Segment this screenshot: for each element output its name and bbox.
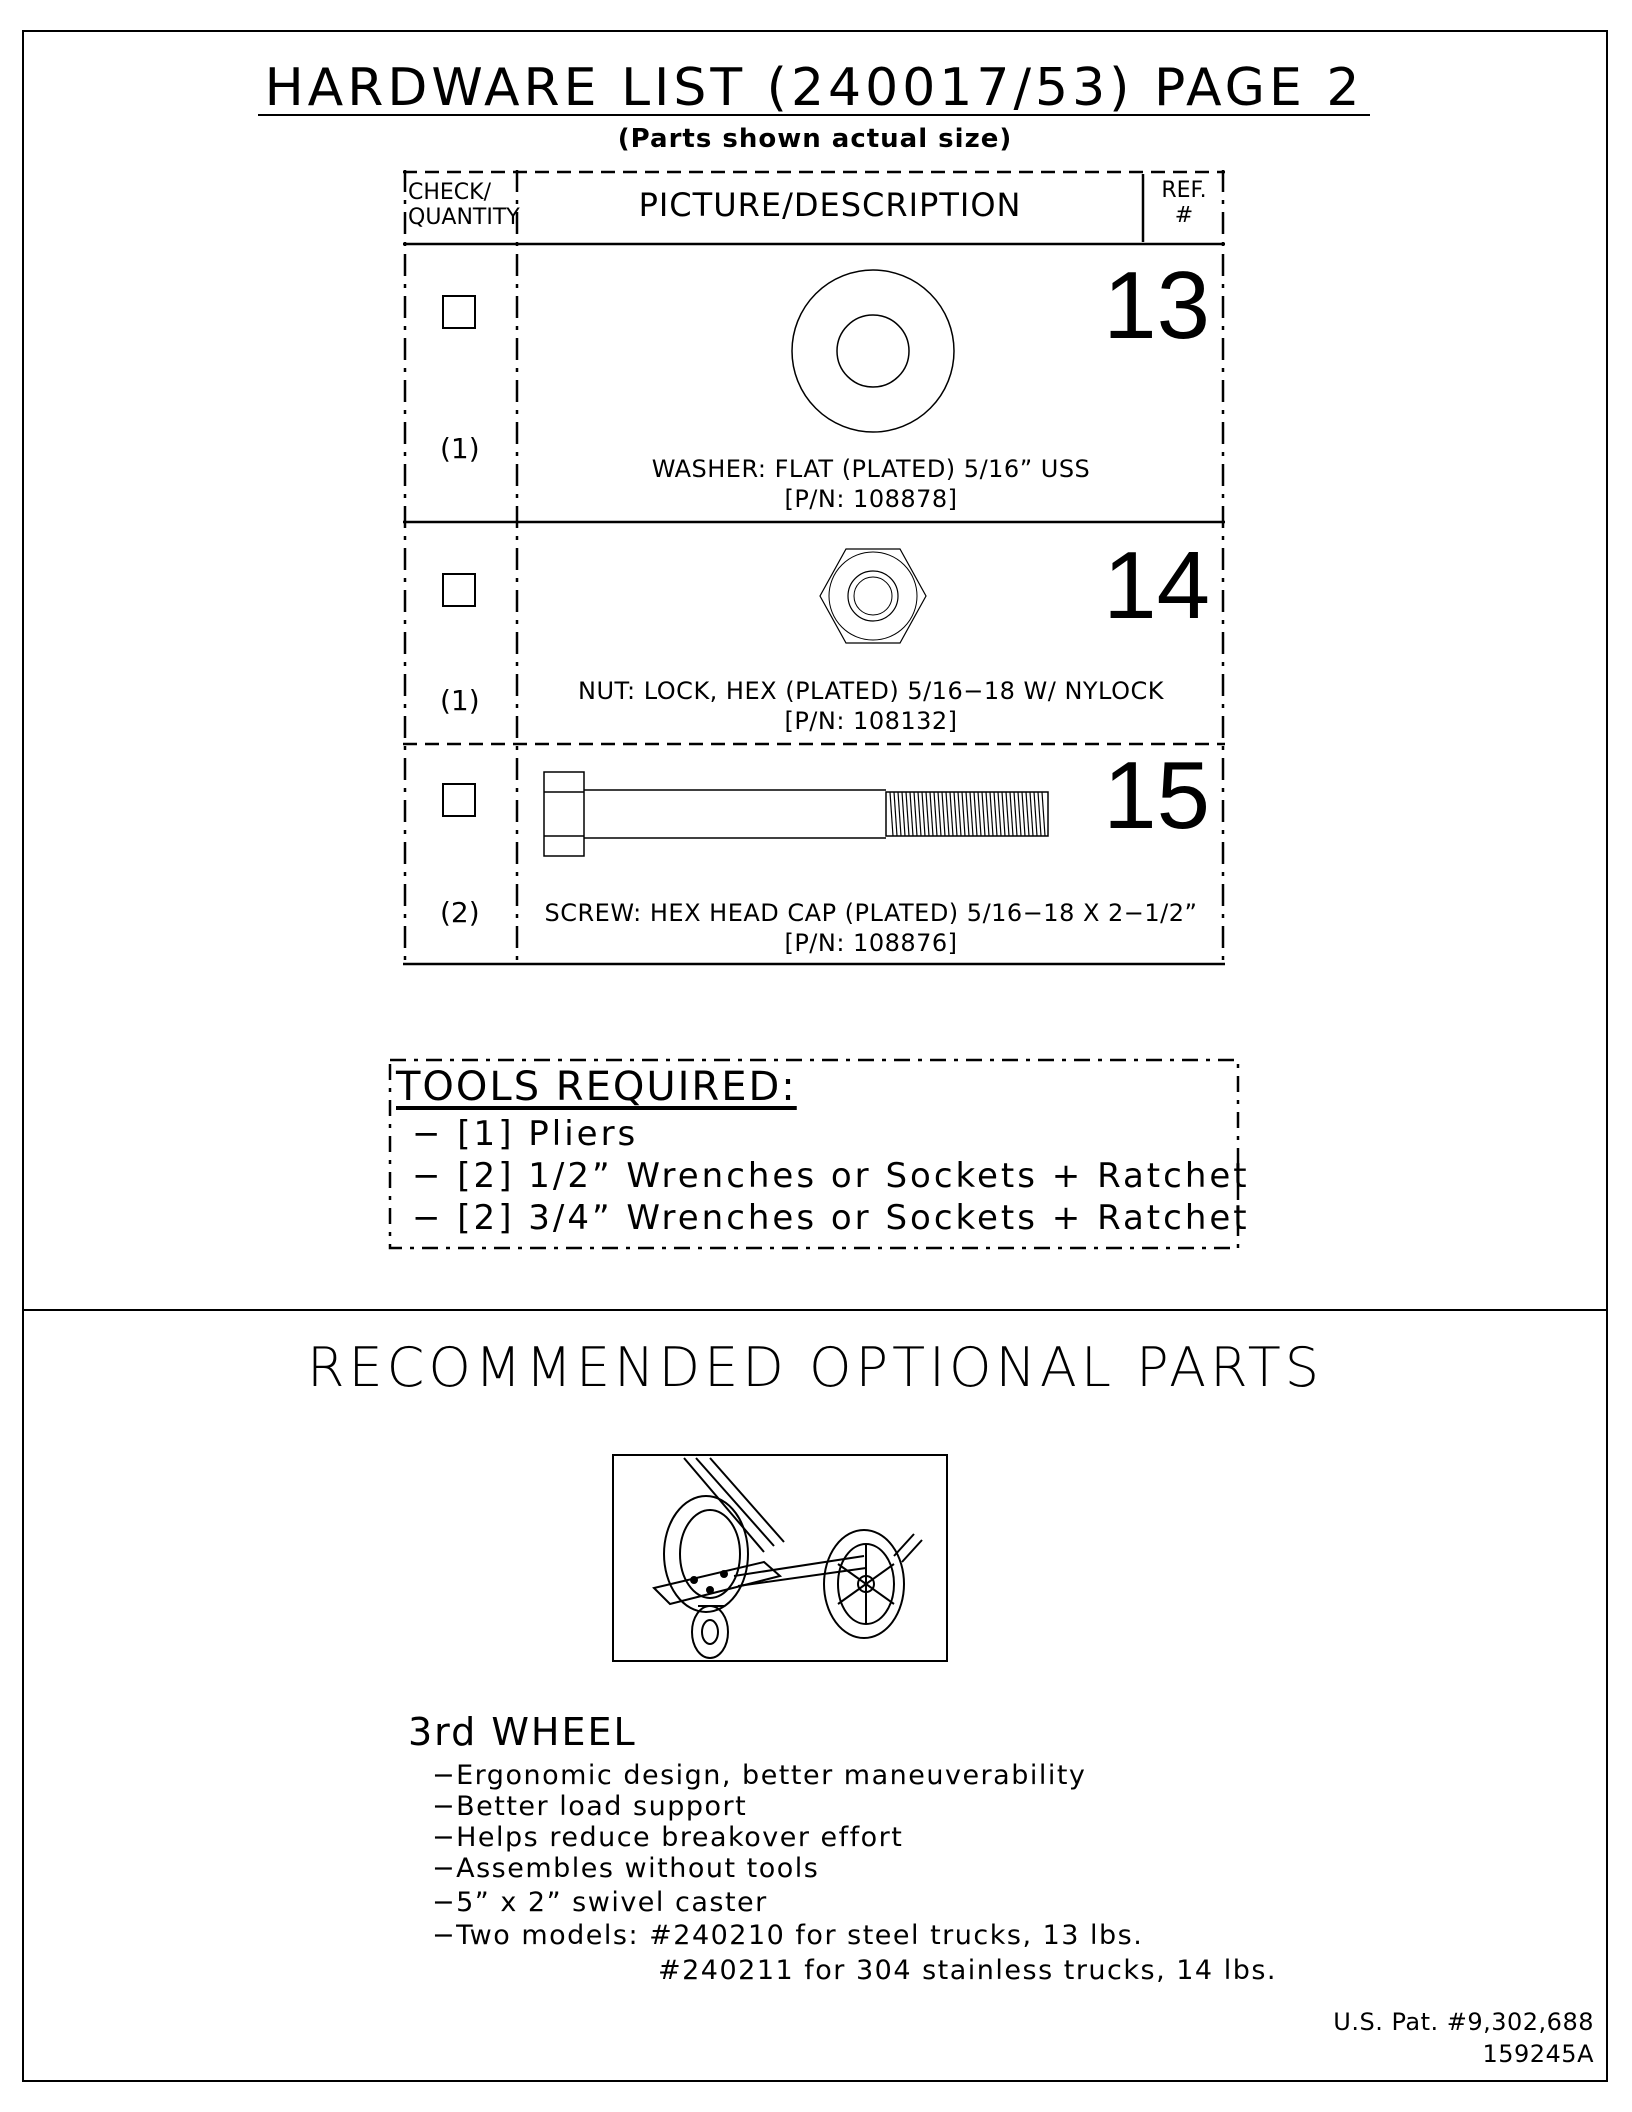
thread-line xyxy=(926,792,929,836)
feature-item: −5” x 2” swivel caster xyxy=(432,1887,768,1918)
ref-number-14: 14 xyxy=(1103,532,1210,639)
thread-line xyxy=(958,792,961,836)
ref-number-13: 13 xyxy=(1103,252,1210,359)
thread-line xyxy=(930,792,933,836)
thread-line xyxy=(990,792,993,836)
tool-item-three-quarter-wrench: − [2] 3/4” Wrenches or Sockets + Ratchet xyxy=(412,1198,1250,1238)
header-ref-number xyxy=(1146,178,1222,228)
patent-number: U.S. Pat. #9,302,688 xyxy=(1333,2008,1594,2036)
quantity-item-15: (2) xyxy=(440,896,480,929)
feature-item: −Better load support xyxy=(432,1791,748,1822)
washer-icon xyxy=(790,268,956,434)
thread-line xyxy=(938,792,941,836)
thread-line xyxy=(894,792,897,836)
feature-item-models: −Two models: #240210 for steel trucks, 13 lbs. xyxy=(432,1920,1144,1951)
title-underline xyxy=(258,114,1370,116)
part-number: [P/N: 108876] xyxy=(784,929,958,957)
tool-item-half-inch-wrench: − [2] 1/2” Wrenches or Sockets + Ratchet xyxy=(412,1156,1250,1196)
thread-line xyxy=(1002,792,1005,836)
thread-line xyxy=(1018,792,1021,836)
third-wheel-illustration xyxy=(612,1454,948,1662)
thread-line xyxy=(994,792,997,836)
thread-line xyxy=(978,792,981,836)
quantity-item-13: (1) xyxy=(440,432,480,465)
optional-parts-title: RECOMMENDED OPTIONAL PARTS xyxy=(307,1336,1323,1399)
thread-line xyxy=(1014,792,1017,836)
part-description: SCREW: HEX HEAD CAP (PLATED) 5/16−18 X 2−1/2” xyxy=(544,899,1198,927)
thread-line xyxy=(966,792,969,836)
part-number: [P/N: 108878] xyxy=(784,485,958,513)
header-check-quantity xyxy=(408,180,520,230)
tools-required-title: TOOLS REQUIRED: xyxy=(396,1064,797,1110)
thread-line xyxy=(962,792,965,836)
tool-item-pliers: − [1] Pliers xyxy=(412,1114,639,1154)
thread-line xyxy=(934,792,937,836)
thread-line xyxy=(898,792,901,836)
thread-line xyxy=(890,792,893,836)
thread-line xyxy=(974,792,977,836)
thread-line xyxy=(906,792,909,836)
feature-item: −Helps reduce breakover effort xyxy=(432,1822,904,1853)
header-check-label: CHECK/ xyxy=(408,180,492,205)
hex-bolt-icon xyxy=(542,770,1054,858)
header-picture-description: PICTURE/DESCRIPTION xyxy=(638,186,1022,224)
thread-line xyxy=(1042,792,1045,836)
thread-line xyxy=(946,792,949,836)
thread-line xyxy=(982,792,985,836)
product-name: 3rd WHEEL xyxy=(408,1710,637,1754)
header-quantity-label: QUANTITY xyxy=(408,205,520,230)
ref-number-15: 15 xyxy=(1103,742,1210,849)
third-wheel-drawing xyxy=(614,1456,946,1660)
part-description: WASHER: FLAT (PLATED) 5/16” USS xyxy=(651,455,1091,483)
feature-item-models-continued: #240211 for 304 stainless trucks, 14 lbs. xyxy=(658,1955,1277,1986)
thread-line xyxy=(970,792,973,836)
header-hash-label: # xyxy=(1174,203,1194,228)
thread-line xyxy=(950,792,953,836)
thread-line xyxy=(914,792,917,836)
page-title: HARDWARE LIST (240017/53) PAGE 2 xyxy=(264,58,1364,118)
page-subtitle: (Parts shown actual size) xyxy=(617,124,1013,154)
part-description: NUT: LOCK, HEX (PLATED) 5/16−18 W/ NYLOCK xyxy=(578,677,1164,705)
thread-line xyxy=(1010,792,1013,836)
description-item-13 xyxy=(518,454,1224,514)
hex-nut-icon xyxy=(818,546,928,646)
thread-line xyxy=(918,792,921,836)
thread-line xyxy=(1022,792,1025,836)
thread-line xyxy=(1034,792,1037,836)
description-item-14 xyxy=(518,676,1224,736)
checkbox-item-15[interactable] xyxy=(442,783,476,817)
thread-line xyxy=(954,792,957,836)
description-item-15 xyxy=(518,898,1224,958)
checkbox-item-13[interactable] xyxy=(442,295,476,329)
feature-item: −Ergonomic design, better maneuverability xyxy=(432,1760,1087,1791)
thread-line xyxy=(1038,792,1041,836)
document-number: 159245A xyxy=(1482,2040,1594,2068)
thread-line xyxy=(1030,792,1033,836)
feature-item: −Assembles without tools xyxy=(432,1853,820,1884)
section-divider xyxy=(22,1309,1608,1311)
thread-line xyxy=(1026,792,1029,836)
quantity-item-14: (1) xyxy=(440,684,480,717)
thread-line xyxy=(986,792,989,836)
thread-line xyxy=(998,792,1001,836)
part-number: [P/N: 108132] xyxy=(784,707,958,735)
checkbox-item-14[interactable] xyxy=(442,573,476,607)
thread-line xyxy=(1006,792,1009,836)
header-ref-label: REF. xyxy=(1161,178,1207,203)
thread-line xyxy=(922,792,925,836)
thread-line xyxy=(902,792,905,836)
thread-line xyxy=(910,792,913,836)
thread-line xyxy=(942,792,945,836)
